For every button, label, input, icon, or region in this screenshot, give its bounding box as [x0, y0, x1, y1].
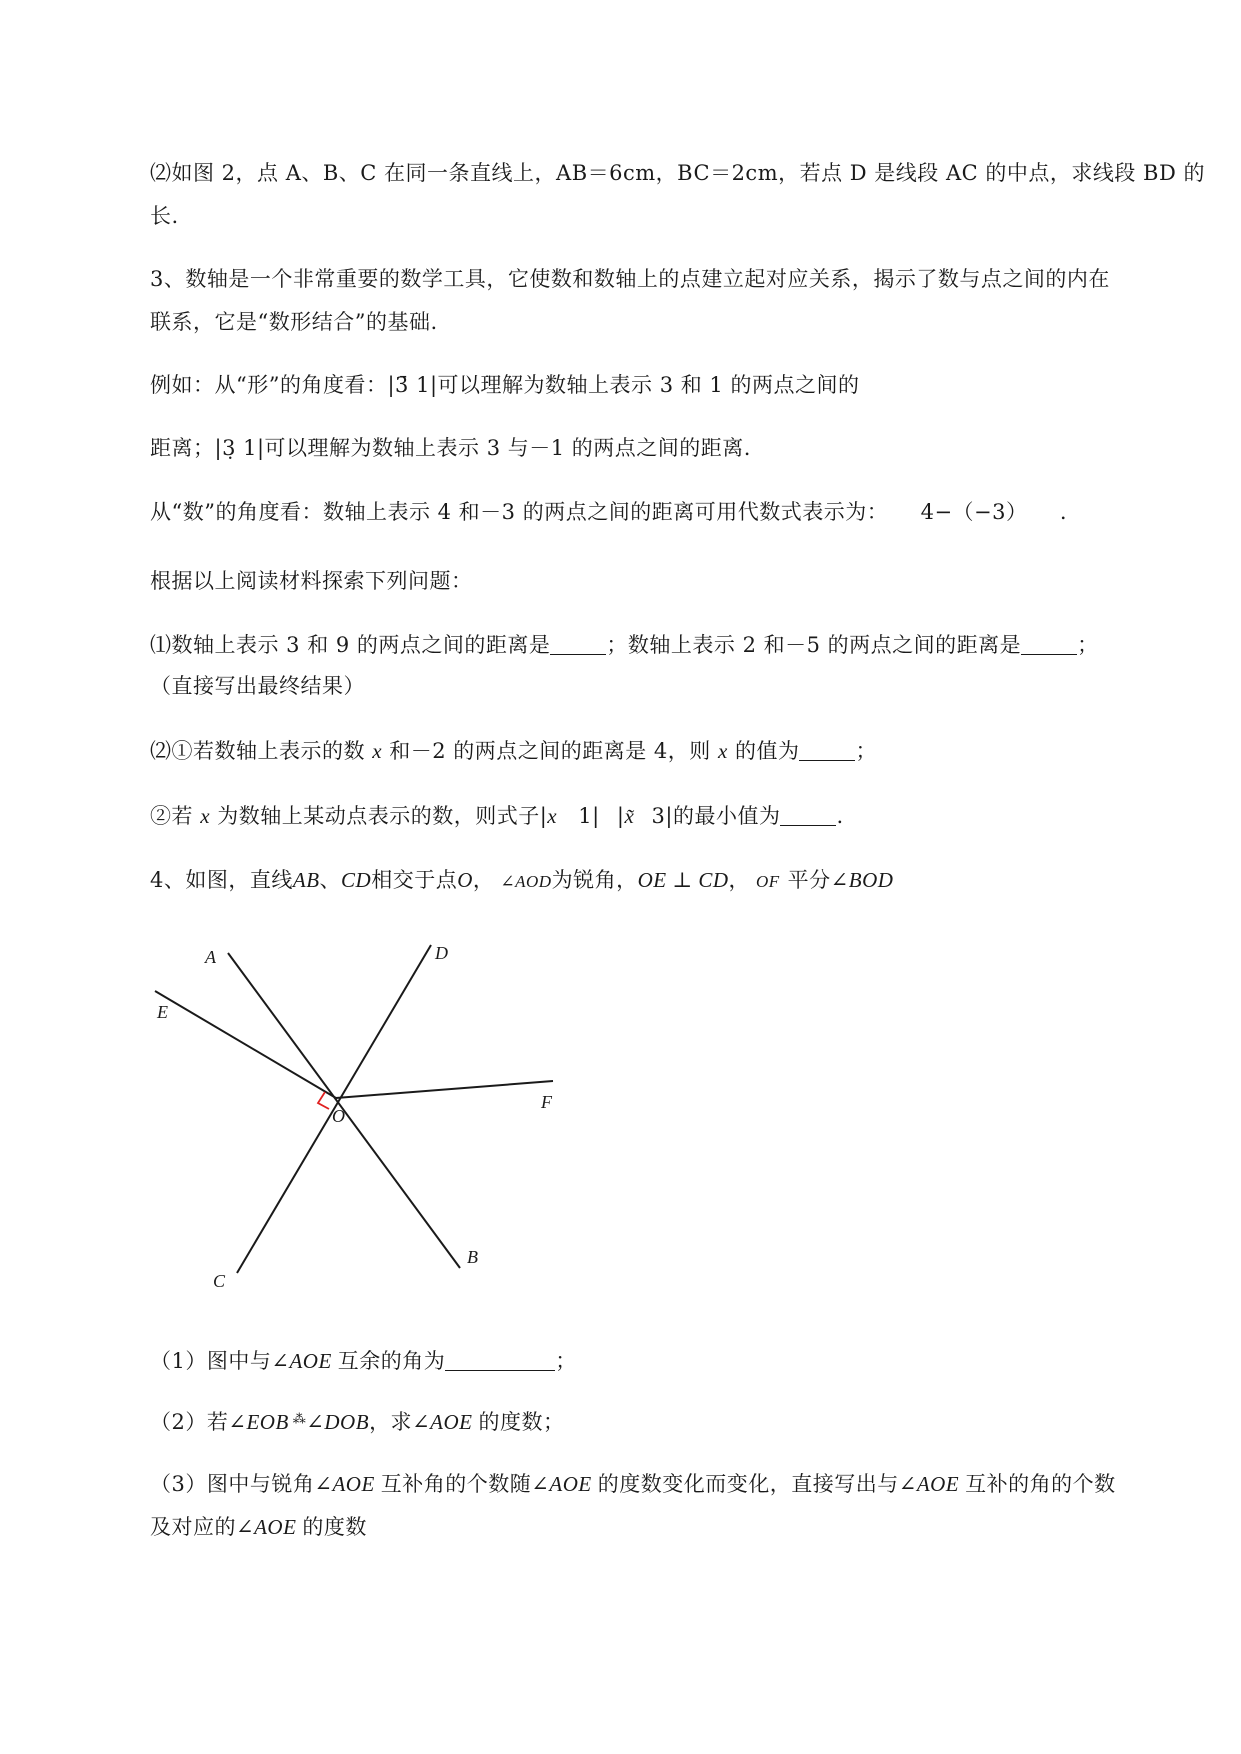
q3-prompt: 根据以上阅读材料探索下列问题： [150, 569, 473, 593]
answer-blank [1021, 633, 1077, 655]
answer-blank [780, 804, 836, 826]
example1-expression: 3̄ 1 [395, 373, 430, 397]
q4-stem: 4、如图，直线AB、CD相交于点O， ∠AOD为锐角，OE ⊥ CD， OF 平分∠BOD [150, 868, 894, 892]
label-b: B [467, 1247, 478, 1267]
q3-intro-line2: 联系，它是“数形结合”的基础. [150, 310, 438, 334]
ray-oe [155, 991, 336, 1098]
q3-problem-1-note: （直接写出最终结果） [150, 674, 365, 698]
ray-of [336, 1081, 553, 1098]
label-e: E [157, 1002, 168, 1022]
label-a: A [205, 947, 216, 967]
label-o: O [332, 1106, 345, 1126]
answer-blank [550, 633, 606, 655]
q3-problem-1: ⑴数轴上表示 3 和 9 的两点之间的距离是 ；数轴上表示 2 和－5 的两点之间的距离是 ； [150, 633, 1099, 657]
answer-blank [799, 739, 855, 761]
q4-sub-2: （2）若∠EOB ⁂∠DOB，求∠AOE 的度数； [150, 1410, 565, 1434]
label-f: F [541, 1092, 552, 1112]
q4-sub-3-line1: （3）图中与锐角∠AOE 互补角的个数随∠AOE 的度数变化而变化，直接写出与∠AOE 互补的角的个数 [150, 1472, 1116, 1496]
geometry-figure [145, 935, 585, 1305]
right-angle-mark [318, 1092, 329, 1109]
q3-example-3: 从“数”的角度看：数轴上表示 4 和－3 的两点之间的距离可用代数式表示为： 4−（−3） . [150, 500, 1068, 524]
q2-part2-line2: 长. [150, 204, 179, 228]
example3-expression: 4−（−3） [920, 500, 1028, 524]
example2-expression: 3̣ 1 [222, 436, 257, 460]
q3-problem-2: ⑵①若数轴上表示的数 x 和－2 的两点之间的距离是 4，则 x 的值为 ； [150, 739, 877, 763]
q3-example-2: 距离；|3̣ 1|可以理解为数轴上表示 3 与－1 的两点之间的距离. [150, 436, 751, 460]
q2-part2-line1: ⑵如图 2，点 A、B、C 在同一条直线上，AB＝6cm，BC＝2cm，若点 D 是线段 AC 的中点，求线段 BD 的 [150, 161, 1205, 185]
q3-problem-3: ②若 x 为数轴上某动点表示的数，则式子|x 1| |x̃ 3|的最小值为 . [150, 804, 844, 828]
q3-example-1: 例如：从“形”的角度看：|3̄ 1|可以理解为数轴上表示 3 和 1 的两点之间的 [150, 373, 860, 397]
q4-sub-1: （1）图中与∠AOE 互余的角为 ； [150, 1349, 577, 1373]
label-c: C [213, 1271, 226, 1291]
label-d: D [435, 943, 448, 963]
q4-sub-3-line2: 及对应的∠AOE 的度数 [150, 1515, 367, 1539]
q3-intro-line1: 3、数轴是一个非常重要的数学工具，它使数和数轴上的点建立起对应关系，揭示了数与点之间的内在 [150, 267, 1110, 291]
answer-blank [445, 1349, 555, 1371]
